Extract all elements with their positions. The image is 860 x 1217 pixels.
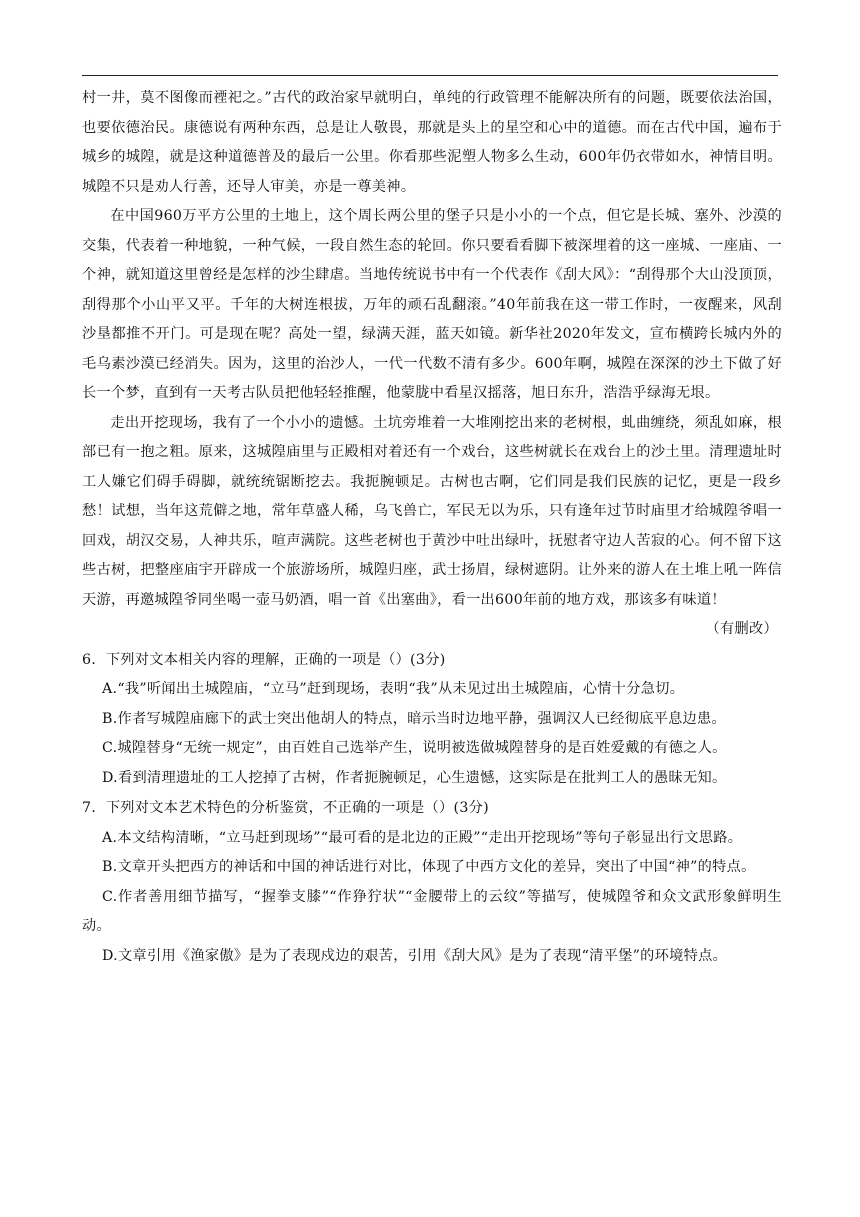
paragraph-1: 村一井，莫不图像而禋祀之。”古代的政治家早就明白，单纯的行政管理不能解决所有的问题，既要依法治国，也要依德治民。康德说有两种东西，总是让人敬畏，那就是头上的星空和心中的道德。而在古代中国，遍布于城乡的城隍，就是这种道德普及的最后一公里。你看那些泥塑人物多么生动，600年仍衣带如水，神情目明。城隍不只是劝人行善，还导人审美，亦是一尊美神。	[82, 90, 782, 195]
option-d: D.文章引用《渔家傲》是为了表现戍边的艰苦，引用《刮大风》是为了表现“清平堡”的环境特点。	[102, 947, 728, 964]
question-stem: 7．下列对文本艺术特色的分析鉴赏，不正确的一项是（）(3分)	[82, 800, 489, 816]
question-7	[82, 794, 782, 971]
option-d: D.看到清理遗址的工人挖掉了古树，作者扼腕顿足，心生遗憾，这实际是在批判工人的愚昧无知。	[102, 769, 727, 786]
option-a: A.“我”听闻出土城隍庙，“立马”赶到现场，表明“我”从未见过出土城隍庙，心情十分急切。	[102, 681, 685, 697]
option-c: C.城隍替身“无统一规定”，由百姓自己选举产生，说明被选做城隍替身的是百姓爱戴的有德之人。	[102, 740, 727, 756]
option-a: A.本文结构清晰，“立马赶到现场”“最可看的是北边的正殿”“走出开挖现场”等句子彰显出行文思路。	[102, 829, 743, 846]
option-b: B.文章开头把西方的神话和中国的神话进行对比，体现了中西方文化的差异，突出了中国“神”的特点。	[102, 859, 756, 875]
question-stem: 6．下列对文本相关内容的理解，正确的一项是（）(3分)	[82, 651, 446, 668]
header-rule	[82, 75, 778, 76]
option-b: B.作者写城隍庙廊下的武士突出他胡人的特点，暗示当时边地平静，强调汉人已经彻底平息边患。	[102, 710, 727, 727]
option-c: C.作者善用细节描写，“握拳支膝”“作狰狞状”“金腰带上的云纹”等描写，使城隍爷和众文武形象鲜明生动。	[82, 888, 782, 934]
source-note: （有删改）	[705, 621, 778, 637]
paragraph-3: 走出开挖现场，我有了一个小小的遗憾。土坑旁堆着一大堆刚挖出来的老树根，虬曲缠绕，须乱如麻，根部已有一抱之粗。原来，这城隍庙里与正殿相对着还有一个戏台，这些树就长在戏台上的沙土里。清理遗址时工人嫌它们碍手碍脚，就统统锯断挖去。我扼腕顿足。古树也古啊，它们同是我们民族的记忆，更是一段乡愁！试想，当年这荒僻之地，常年草盛人稀，乌飞兽亡，军民无以为乐，只有逢年过节时庙里才给城隍爷唱一回戏，胡汉交易，人神共乐，喧声满院。这些老树也于黄沙中吐出绿叶，抚慰者守边人苦寂的心。何不留下这些古树，把整座庙宇开辟成一个旅游场所，城隍归座，武士扬眉，绿树遮阴。让外来的游人在土堆上吼一阵信天游，再邀城隍爷同坐喝一壶马奶酒，唱一首《出塞曲》，看一出600年前的地方戏，那该多有味道！	[82, 414, 782, 608]
document-page	[82, 84, 782, 971]
question-6	[82, 646, 782, 794]
paragraph-2: 在中国960万平方公里的土地上，这个周长两公里的堡子只是小小的一个点，但它是长城、塞外、沙漠的交集，代表着一种地貌，一种气候，一段自然生态的轮回。你只要看看脚下被深埋着的这一座城、一座庙、一个神，就知道这里曾经是怎样的沙尘肆虐。当地传统说书中有一个代表作《刮大风》：“刮得那个大山没顶顶，刮得那个小山平又平。千年的大树连根拔，万年的顽石乱翻滚。”40年前我在这一带工作时，一夜醒来，风刮沙垦都推不开门。可是现在呢？高处一望，绿满天涯，蓝天如镜。新华社2020年发文，宣布横跨长城内外的毛乌素沙漠已经消失。因为，这里的治沙人，一代一代数不清有多少。600年啊，城隍在深深的沙土下做了好长一个梦，直到有一天考古队员把他轻轻推醒，他蒙胧中看星汉摇落，旭日东升，浩浩乎绿海无垠。	[82, 208, 782, 401]
